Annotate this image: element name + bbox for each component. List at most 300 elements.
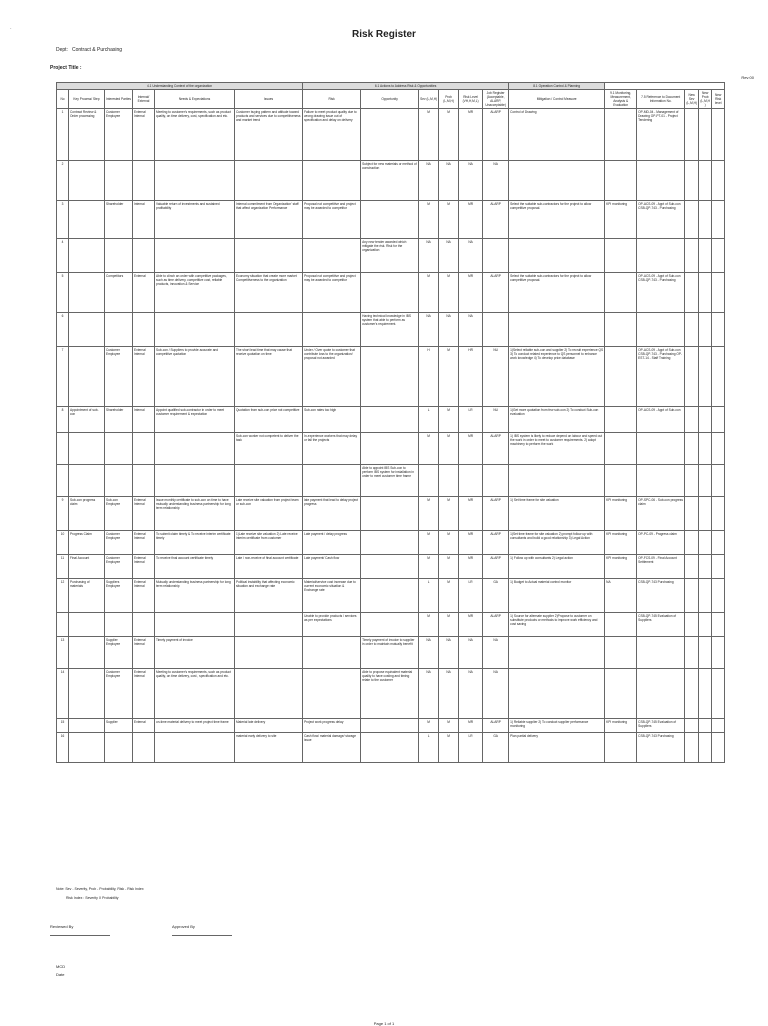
cell-prob: NA <box>439 313 459 347</box>
dept-label: Dept: <box>56 47 68 53</box>
cell-risk-level: MR <box>459 273 483 313</box>
cell-new-sev <box>685 161 699 201</box>
cell-job-register <box>483 239 509 273</box>
cell-prob: M <box>439 407 459 433</box>
cell-prob: NA <box>439 239 459 273</box>
cell-sev: M <box>419 613 439 637</box>
cell-internal-external: External Internal <box>133 669 155 719</box>
cell-mitigation: Select the suitable sub-contractors for the project to allow competitive proposal. <box>509 201 605 239</box>
table-row <box>57 637 725 669</box>
cell-risk: Late payment/ Cash flow <box>303 555 361 579</box>
cell-issues: Political instability that affecting economic situation and exchange rate <box>235 579 303 613</box>
cell-reference <box>637 161 685 201</box>
cell-new-prob <box>699 239 712 273</box>
col-key-process-header: Key Process/ Step <box>69 90 105 109</box>
cell-no: 15 <box>57 719 69 733</box>
cell-job-register: ALARP <box>483 719 509 733</box>
col-risk-level-header: Risk Level (VH,H,M,L) <box>459 90 483 109</box>
cell-no: 5 <box>57 273 69 313</box>
cell-risk-level: HR <box>459 347 483 407</box>
table-row <box>57 313 725 347</box>
cell-key-process: Appointment of sub-con <box>69 407 105 433</box>
cell-prob: NA <box>439 161 459 201</box>
cell-prob: M <box>439 555 459 579</box>
cell-opportunity: Subject for new materials or method of construction <box>361 161 419 201</box>
cell-new-prob <box>699 347 712 407</box>
cell-sev: M <box>419 109 439 161</box>
cell-prob: M <box>439 201 459 239</box>
cell-internal-external <box>133 313 155 347</box>
cell-no: 7 <box>57 347 69 407</box>
cell-risk-level: MR <box>459 719 483 733</box>
cell-needs <box>155 239 235 273</box>
cell-risk: Sub-con rates too high <box>303 407 361 433</box>
table-row <box>57 407 725 433</box>
cell-interested-parties: Supplier <box>105 719 133 733</box>
cell-opportunity <box>361 433 419 465</box>
cell-new-sev <box>685 109 699 161</box>
cell-risk-level: MR <box>459 531 483 555</box>
cell-needs: Mutually understanding business partnership for long term relationship <box>155 579 235 613</box>
cell-key-process <box>69 733 105 763</box>
cell-opportunity <box>361 579 419 613</box>
cell-internal-external: Internal <box>133 201 155 239</box>
cell-no <box>57 433 69 465</box>
cell-needs <box>155 613 235 637</box>
table-row <box>57 347 725 407</box>
cell-risk-level: MR <box>459 613 483 637</box>
dept-value: Contract & Purchasing <box>72 47 123 53</box>
cell-interested-parties: Customer Employee <box>105 109 133 161</box>
cell-risk: Project work progress delay <box>303 719 361 733</box>
cell-sev: NA <box>419 637 439 669</box>
table-row <box>57 433 725 465</box>
cell-new-sev <box>685 465 699 497</box>
cell-job-register: ALARP <box>483 531 509 555</box>
col-interested-parties-header: Interested Parties <box>105 90 133 109</box>
scan-mark: · <box>10 26 12 32</box>
approved-signature-line <box>172 935 232 936</box>
cell-job-register: ALARP <box>483 109 509 161</box>
cell-monitoring <box>605 273 637 313</box>
cell-mitigation: 1) Source for alternate supplier 2)Propose to customer on substitute products or methods to improve work efficiency and cost saving <box>509 613 605 637</box>
cell-key-process <box>69 719 105 733</box>
cell-opportunity <box>361 109 419 161</box>
cell-mitigation <box>509 239 605 273</box>
cell-job-register: GA <box>483 579 509 613</box>
cell-sev: M <box>419 273 439 313</box>
cell-job-register: NU <box>483 347 509 407</box>
cell-new-sev <box>685 719 699 733</box>
cell-interested-parties: Competitors <box>105 273 133 313</box>
cell-opportunity <box>361 273 419 313</box>
cell-mitigation: 1) Follow up with consultants 2) Legal action <box>509 555 605 579</box>
cell-mitigation <box>509 669 605 719</box>
cell-interested-parties: Customer Employee <box>105 669 133 719</box>
cell-new-sev <box>685 613 699 637</box>
cell-monitoring: KPI monitoring <box>605 497 637 531</box>
cell-opportunity: Any new tender awarded which mitigate the risk. Risk for the organization <box>361 239 419 273</box>
cell-issues: Economy situation that create more market Competitiveness to the organization <box>235 273 303 313</box>
cell-internal-external <box>133 613 155 637</box>
cell-needs: Issue monthly certificate to sub-con on time to have mutually understanding business partnership for long term relationship <box>155 497 235 531</box>
cell-risk-level: MR <box>459 555 483 579</box>
cell-interested-parties: Customer Employee <box>105 555 133 579</box>
table-row <box>57 719 725 733</box>
cell-new-prob <box>699 201 712 239</box>
cell-monitoring <box>605 313 637 347</box>
cell-risk: late payment that lead to delay project progress <box>303 497 361 531</box>
cell-mitigation: 1) IBS system is likely to reduce depend on labour and speed out the work in order to meet to customer requirements. 2) adopt machinery to perform the work <box>509 433 605 465</box>
cell-needs: To receive final account certificate timely <box>155 555 235 579</box>
cell-reference <box>637 433 685 465</box>
cell-new-sev <box>685 347 699 407</box>
cell-new-sev <box>685 579 699 613</box>
cell-opportunity <box>361 613 419 637</box>
cell-key-process <box>69 161 105 201</box>
cell-risk: Material/service cost increase due to current economic situation & Exchange rate <box>303 579 361 613</box>
cell-no: 11 <box>57 555 69 579</box>
cell-job-register: ALARP <box>483 497 509 531</box>
cell-issues: Material late delivery <box>235 719 303 733</box>
cell-job-register: ALARP <box>483 555 509 579</box>
table-row <box>57 733 725 763</box>
cell-issues <box>235 313 303 347</box>
cell-risk: Under / Over quote to customer that contribute loss to the organization/ proposal not awarded <box>303 347 361 407</box>
col-issues-header: Issues <box>235 90 303 109</box>
cell-monitoring <box>605 239 637 273</box>
cell-no: 10 <box>57 531 69 555</box>
cell-new-prob <box>699 109 712 161</box>
cell-risk <box>303 669 361 719</box>
cell-new-risk <box>712 669 725 719</box>
cell-issues <box>235 669 303 719</box>
cell-opportunity <box>361 555 419 579</box>
cell-needs <box>155 161 235 201</box>
table-row <box>57 201 725 239</box>
cell-monitoring <box>605 637 637 669</box>
cell-risk-level: LR <box>459 579 483 613</box>
cell-interested-parties: Sub-con Employee <box>105 497 133 531</box>
cell-opportunity: Able to propose equivalent material quality to have costing and timing relate to the customer <box>361 669 419 719</box>
cell-job-register <box>483 313 509 347</box>
cell-internal-external: External Internal <box>133 109 155 161</box>
cell-needs: To submit claim timely & To receive interim certificate timely <box>155 531 235 555</box>
cell-new-prob <box>699 719 712 733</box>
cell-no: 2 <box>57 161 69 201</box>
cell-risk-level: NA <box>459 313 483 347</box>
cell-interested-parties: Customer Employee <box>105 531 133 555</box>
col-mitigation-header: Mitigation / Control Measure <box>509 90 605 109</box>
cell-monitoring <box>605 613 637 637</box>
cell-risk <box>303 239 361 273</box>
cell-reference: OP-ACS-09 - Appt of Sub-con CSB-QP-743 - Purchasing <box>637 201 685 239</box>
cell-new-sev <box>685 555 699 579</box>
cell-issues <box>235 637 303 669</box>
cell-interested-parties <box>105 465 133 497</box>
risk-register-table <box>56 82 725 763</box>
mcd-label: MCD <box>56 964 66 969</box>
cell-monitoring <box>605 161 637 201</box>
col-monitoring-header: 9.1 Monitoring, Measurement, Analysis & Evaluation <box>605 90 637 109</box>
cell-mitigation: 1) Budget to Actual material control monitor <box>509 579 605 613</box>
cell-new-risk <box>712 313 725 347</box>
group-actions: 6.1 Actions to Address Risk & Opportunities <box>303 83 509 90</box>
cell-mitigation: 1)Select reliable sub-con and supplier 2) To recruit experience QS 3) To conduct related experience to QS personnel to enhance work knowledge 4) To develop price database <box>509 347 605 407</box>
cell-new-prob <box>699 407 712 433</box>
col-opportunity-header: Opportunity <box>361 90 419 109</box>
cell-reference: CSB-QP-743 Purchasing <box>637 579 685 613</box>
cell-job-register: ALARP <box>483 201 509 239</box>
cell-new-sev <box>685 273 699 313</box>
cell-sev: L <box>419 579 439 613</box>
cell-prob: M <box>439 109 459 161</box>
col-new-prob-header: New Prob (L,M,H) <box>700 91 710 107</box>
cell-new-risk <box>712 273 725 313</box>
cell-monitoring <box>605 109 637 161</box>
cell-mitigation <box>509 161 605 201</box>
col-internal-external-header: Internal/ External <box>133 90 155 109</box>
cell-mitigation <box>509 313 605 347</box>
cell-key-process <box>69 273 105 313</box>
cell-internal-external: External Internal <box>133 531 155 555</box>
cell-risk-level: NA <box>459 637 483 669</box>
cell-needs: Sub-con / Suppliers to provide accurate and competitive quotation <box>155 347 235 407</box>
cell-reference: OP-FCS-09 - Final Account Settlement <box>637 555 685 579</box>
col-needs-header: Needs & Expectations <box>155 90 235 109</box>
cell-risk: Proposal not competitive and project may be awarded to competitor <box>303 201 361 239</box>
cell-monitoring <box>605 347 637 407</box>
cell-prob: M <box>439 433 459 465</box>
cell-mitigation: Plan partial delivery <box>509 733 605 763</box>
cell-needs <box>155 733 235 763</box>
cell-interested-parties <box>105 733 133 763</box>
cell-risk-level: MR <box>459 433 483 465</box>
revision-label: Rev:00 <box>741 75 754 80</box>
cell-needs: Appoint qualified sub-contractor in order to meet customer requirement & expectation <box>155 407 235 433</box>
cell-prob: M <box>439 531 459 555</box>
cell-key-process: Contract Review & Order processing <box>69 109 105 161</box>
col-risk-header: Risk <box>303 90 361 109</box>
col-sev-header: Sev (L,M,H) <box>419 90 439 109</box>
cell-new-prob <box>699 433 712 465</box>
cell-sev: L <box>419 733 439 763</box>
group-context: 4.1 Understanding Context of the organization <box>57 83 303 90</box>
cell-mitigation: Control of Drawing <box>509 109 605 161</box>
cell-job-register: NA <box>483 637 509 669</box>
cell-internal-external: External Internal <box>133 497 155 531</box>
cell-new-sev <box>685 313 699 347</box>
cell-job-register: NU <box>483 407 509 433</box>
cell-prob: M <box>439 347 459 407</box>
reviewed-signature-line <box>50 935 110 936</box>
cell-new-risk <box>712 497 725 531</box>
cell-interested-parties: Shareholder <box>105 407 133 433</box>
cell-internal-external <box>133 433 155 465</box>
cell-key-process: Progress Claim <box>69 531 105 555</box>
cell-monitoring: KPI monitoring <box>605 201 637 239</box>
cell-job-register <box>483 465 509 497</box>
cell-mitigation: 1)Get more quotation from few sub-con 2) To conduct Sub-con evaluation <box>509 407 605 433</box>
cell-new-risk <box>712 161 725 201</box>
cell-issues <box>235 465 303 497</box>
cell-issues: Internal commitment from Organization' staff that affect organization Performance <box>235 201 303 239</box>
cell-new-risk <box>712 719 725 733</box>
cell-new-risk <box>712 407 725 433</box>
col-prob-header: Prob (L,M,H) <box>439 90 459 109</box>
cell-prob: NA <box>439 637 459 669</box>
cell-no: 9 <box>57 497 69 531</box>
cell-opportunity: Having technical knowledge in IBS system that able to perform as customer's requirement. <box>361 313 419 347</box>
cell-issues: Sub-con worker not competent to deliver the task <box>235 433 303 465</box>
table-row <box>57 669 725 719</box>
cell-needs: Able to clinch an order with competitive packages, such as time delivery, competitive cost, reliable products, innovation & Service <box>155 273 235 313</box>
cell-key-process: Final Account <box>69 555 105 579</box>
cell-risk <box>303 161 361 201</box>
cell-risk-level: MR <box>459 109 483 161</box>
cell-new-sev <box>685 239 699 273</box>
cell-new-prob <box>699 465 712 497</box>
cell-new-risk <box>712 733 725 763</box>
cell-reference: OP-MD-04 - Management of Drawing OP-PT-01 - Project Tendering <box>637 109 685 161</box>
cell-risk-level: NA <box>459 161 483 201</box>
cell-monitoring: KPI monitoring <box>605 531 637 555</box>
cell-job-register: NA <box>483 669 509 719</box>
cell-no: 6 <box>57 313 69 347</box>
cell-new-sev <box>685 531 699 555</box>
cell-reference: OP-PC-09 - Progress claim <box>637 531 685 555</box>
col-job-register-header: Job Register (Acceptable, ALARP, Unacceptable) <box>483 90 509 109</box>
cell-interested-parties <box>105 161 133 201</box>
cell-no: 12 <box>57 579 69 613</box>
cell-mitigation: 1) Reliable supplier 2) To conduct supplier performance monitoring <box>509 719 605 733</box>
cell-issues: Customer buying pattern and attitude toward products and services due to competitiveness and market trend <box>235 109 303 161</box>
cell-reference: OP-ACS-09 - Appt of Sub-con CSB-QP-743 - Purchasing <box>637 273 685 313</box>
cell-needs: Meeting to customer's requirements, such as product quality, on time delivery, cost , specification and etc. <box>155 669 235 719</box>
cell-reference <box>637 669 685 719</box>
cell-no: 4 <box>57 239 69 273</box>
cell-internal-external: Internal <box>133 407 155 433</box>
cell-new-sev <box>685 637 699 669</box>
footer-note-1: Note: Sev - Severity, Prob - Probability, Risk - Risk Index <box>56 887 144 891</box>
cell-needs: Timely payment of invoice <box>155 637 235 669</box>
cell-internal-external <box>133 733 155 763</box>
cell-internal-external: External Internal <box>133 579 155 613</box>
cell-new-sev <box>685 407 699 433</box>
cell-new-risk <box>712 239 725 273</box>
cell-new-risk <box>712 555 725 579</box>
cell-opportunity <box>361 719 419 733</box>
cell-opportunity <box>361 407 419 433</box>
cell-key-process <box>69 313 105 347</box>
cell-interested-parties <box>105 239 133 273</box>
cell-no <box>57 613 69 637</box>
cell-interested-parties <box>105 433 133 465</box>
cell-internal-external: External Internal <box>133 637 155 669</box>
cell-issues <box>235 161 303 201</box>
approved-by-label: Approved By <box>172 924 195 929</box>
cell-monitoring <box>605 733 637 763</box>
cell-risk: Unable to provide products / services as per expectations <box>303 613 361 637</box>
cell-monitoring <box>605 669 637 719</box>
cell-new-prob <box>699 613 712 637</box>
cell-issues: material early delivery to site <box>235 733 303 763</box>
cell-risk-level: NA <box>459 239 483 273</box>
reviewed-by-label: Reviewed By <box>50 924 74 929</box>
cell-issues: Late receive site valuation from project team or sub-con <box>235 497 303 531</box>
table-row <box>57 613 725 637</box>
cell-interested-parties: Supplier Employee <box>105 637 133 669</box>
cell-risk: In-experience workers that may delay or fail the projects <box>303 433 361 465</box>
cell-new-sev <box>685 669 699 719</box>
table-row <box>57 161 725 201</box>
cell-new-prob <box>699 637 712 669</box>
cell-opportunity: Timely payment of invoice to supplier in order to maintain mutually benefit <box>361 637 419 669</box>
cell-new-prob <box>699 161 712 201</box>
cell-no: 1 <box>57 109 69 161</box>
cell-prob: M <box>439 579 459 613</box>
table-row <box>57 555 725 579</box>
cell-reference: CSB-QP-743 Purchasing <box>637 733 685 763</box>
cell-opportunity <box>361 497 419 531</box>
cell-needs: Valuable return of investments and sustained profitability <box>155 201 235 239</box>
cell-new-risk <box>712 465 725 497</box>
cell-new-prob <box>699 579 712 613</box>
cell-reference <box>637 637 685 669</box>
cell-mitigation <box>509 465 605 497</box>
cell-risk: Late payment / delay progress <box>303 531 361 555</box>
cell-internal-external <box>133 465 155 497</box>
cell-monitoring: NA <box>605 579 637 613</box>
cell-risk <box>303 465 361 497</box>
cell-new-risk <box>712 613 725 637</box>
cell-new-prob <box>699 313 712 347</box>
page-title: Risk Register <box>352 29 416 40</box>
cell-prob: M <box>439 613 459 637</box>
cell-sev: M <box>419 433 439 465</box>
cell-new-prob <box>699 531 712 555</box>
cell-prob: M <box>439 719 459 733</box>
col-reference-header: 7.5 Reference to Document Information No. <box>637 90 685 109</box>
page-number: Page 1 of 1 <box>373 1021 395 1026</box>
cell-internal-external: External Internal <box>133 347 155 407</box>
cell-job-register: NA <box>483 161 509 201</box>
cell-new-risk <box>712 109 725 161</box>
cell-issues: Late / non-receive of final account certificate <box>235 555 303 579</box>
cell-key-process <box>69 637 105 669</box>
cell-issues <box>235 239 303 273</box>
cell-internal-external: External <box>133 273 155 313</box>
cell-issues: Quotation from sub-con price not competitive <box>235 407 303 433</box>
cell-no: 13 <box>57 637 69 669</box>
cell-issues: The short lead time that may cause that receive quotation on time <box>235 347 303 407</box>
cell-prob: NA <box>439 669 459 719</box>
cell-sev: NA <box>419 161 439 201</box>
cell-sev <box>419 465 439 497</box>
cell-key-process <box>69 465 105 497</box>
table-row <box>57 497 725 531</box>
cell-no: 3 <box>57 201 69 239</box>
cell-key-process <box>69 347 105 407</box>
footer-note-2: Risk Index : Severity X Probability <box>66 896 119 900</box>
cell-prob: M <box>439 273 459 313</box>
cell-issues: 1)Late receive site valuation 2) Late receive interim certificate from customer <box>235 531 303 555</box>
cell-internal-external: External Internal <box>133 555 155 579</box>
cell-reference <box>637 313 685 347</box>
cell-new-prob <box>699 733 712 763</box>
table-row <box>57 239 725 273</box>
cell-new-prob <box>699 555 712 579</box>
